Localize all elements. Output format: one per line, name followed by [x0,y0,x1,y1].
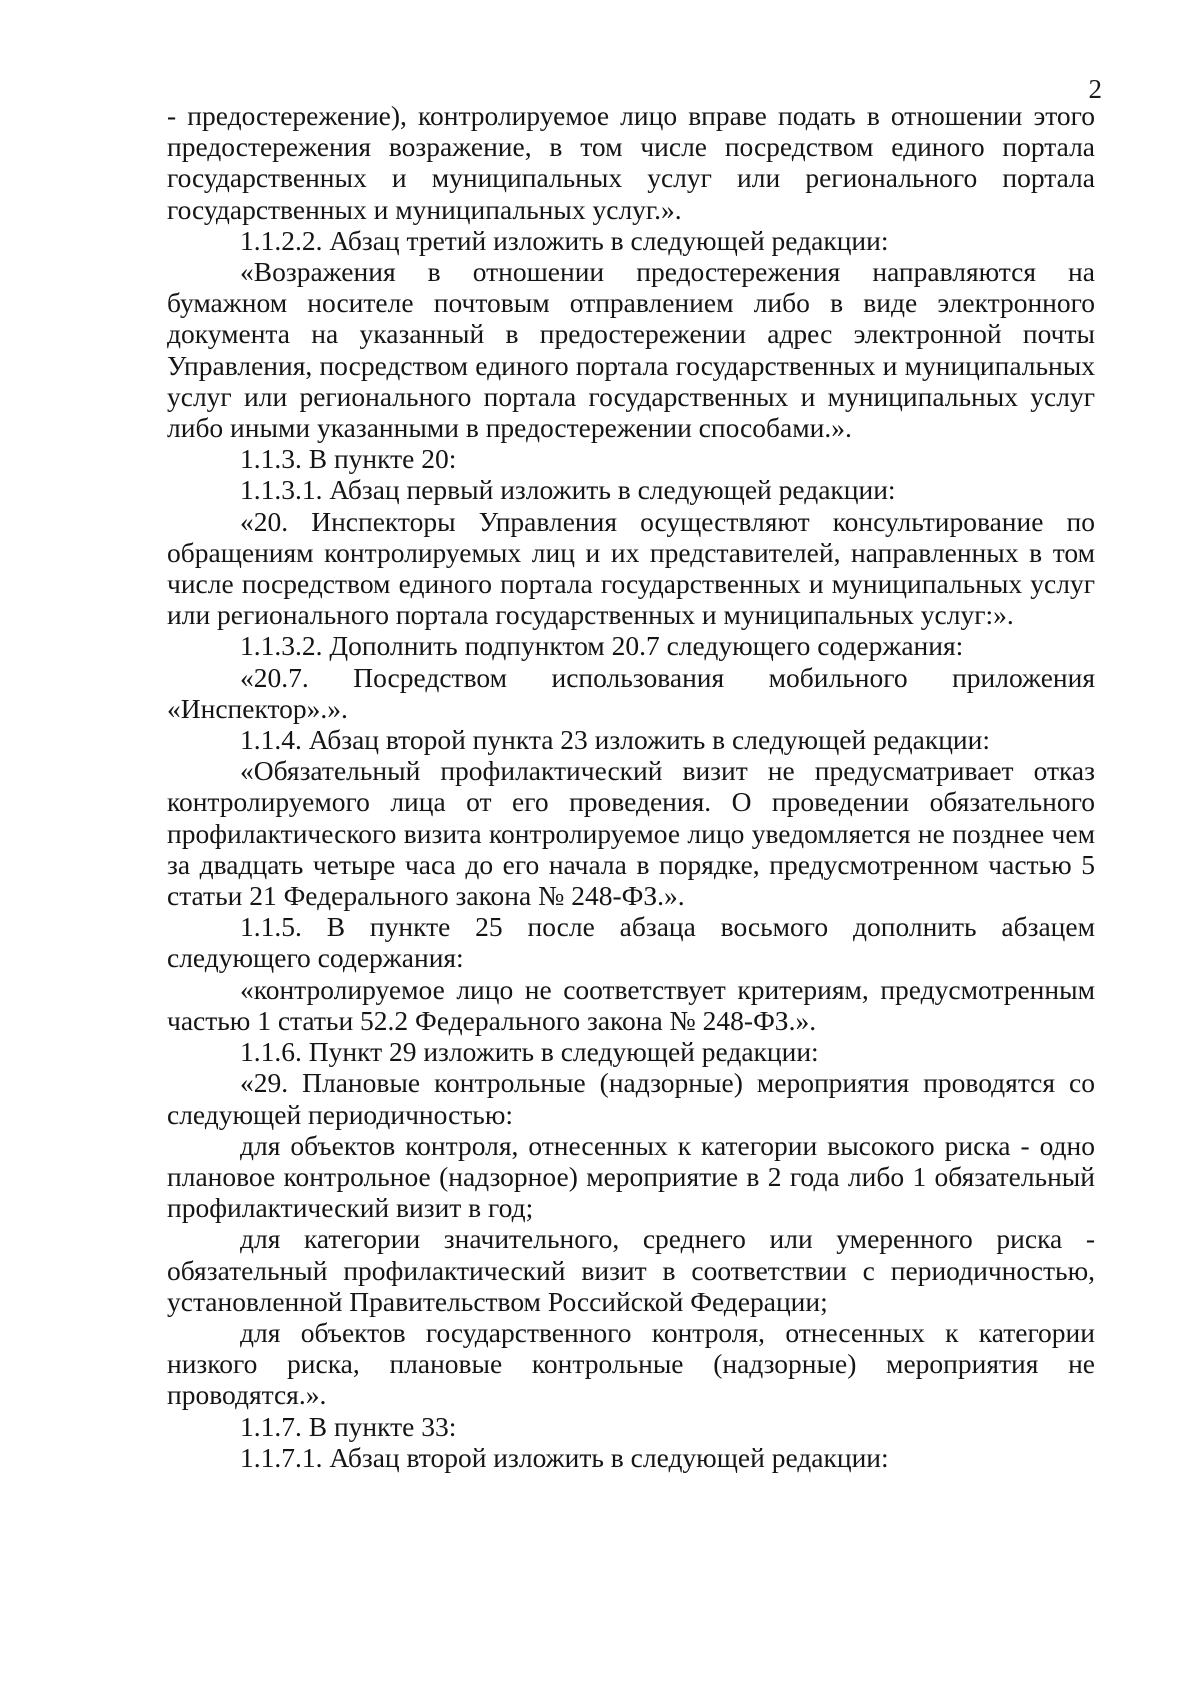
paragraph-continuation: - предостережение), контролируемое лицо вправе подать в отношении этого предостережения возражение, в том числе посредством единого портала государственных и муниципальных услуг или регионального портала государственных и муниципальных услуг.». [167,100,1095,225]
paragraph-1-1-5: 1.1.5. В пункте 25 после абзаца восьмого дополнить абзацем следующего содержания: [167,911,1095,974]
paragraph-1-1-4: 1.1.4. Абзац второй пункта 23 изложить в следующей редакции: [240,724,991,756]
paragraph-low-risk: для объектов государственного контроля, отнесенных к категории низкого риска, плановые контрольные (надзорные) мероприятия не проводятся.». [167,1316,1095,1411]
paragraph-objections-quote: «Возражения в отношении предостережения направляются на бумажном носителе почтовым отправлением либо в виде электронного документа на указанный в предостережении адрес электронной почты Управления, посредством единого портала государственных и муниципальных услуг или регионального портала государственных и муниципальных услуг либо иными указанными в предостережении способами.». [167,256,1095,444]
paragraph-medium-risk: для категории значительного, среднего или умеренного риска - обязательный профилактический визит в соответствии с периодичностью, установленной Правительством Российской Федерации; [167,1223,1095,1317]
paragraph-criteria-quote: «контролируемое лицо не соответствует критериям, предусмотренным частью 1 статьи 52.2 Федерального закона № 248-ФЗ.». [167,973,1095,1036]
page-number: 2 [1088,74,1102,104]
paragraph-1-1-3: 1.1.3. В пункте 20: [240,443,457,475]
paragraph-item-29-quote: «29. Плановые контрольные (надзорные) мероприятия проводятся со следующей периодичностью: [167,1067,1095,1130]
paragraph-item-20-quote: «20. Инспекторы Управления осуществляют консультирование по обращениям контролируемых лиц и их представителей, направленных в том числе посредством единого портала государственных и муниципальных услуг или регионального портала государственных и муниципальных услуг:». [167,505,1095,631]
paragraph-1-1-6: 1.1.6. Пункт 29 изложить в следующей редакции: [240,1036,819,1068]
paragraph-item-20-7-quote: «20.7. Посредством использования мобильного приложения «Инспектор».». [167,661,1095,724]
paragraph-mandatory-visit-quote: «Обязательный профилактический визит не предусматривает отказ контролируемого лица от его проведения. О проведении обязательного профилактического визита контролируемое лицо уведомляется не позднее чем за двадцать четыре часа до его начала в порядке, предусмотренном частью 5 статьи 21 Федерального закона № 248-ФЗ.». [167,755,1095,912]
paragraph-1-1-2-2: 1.1.2.2. Абзац третий изложить в следующей редакции: [240,224,889,256]
paragraph-1-1-7-1: 1.1.7.1. Абзац второй изложить в следующей редакции: [240,1441,889,1473]
paragraph-1-1-7: 1.1.7. В пункте 33: [240,1410,457,1442]
document-body [167,100,1095,1473]
paragraph-1-1-3-1: 1.1.3.1. Абзац первый изложить в следующей редакции: [240,474,896,506]
paragraph-high-risk: для объектов контроля, отнесенных к категории высокого риска - одно плановое контрольное (надзорное) мероприятие в 2 года либо 1 обязательный профилактический визит в год; [167,1129,1095,1224]
paragraph-1-1-3-2: 1.1.3.2. Дополнить подпунктом 20.7 следующего содержания: [240,630,964,662]
